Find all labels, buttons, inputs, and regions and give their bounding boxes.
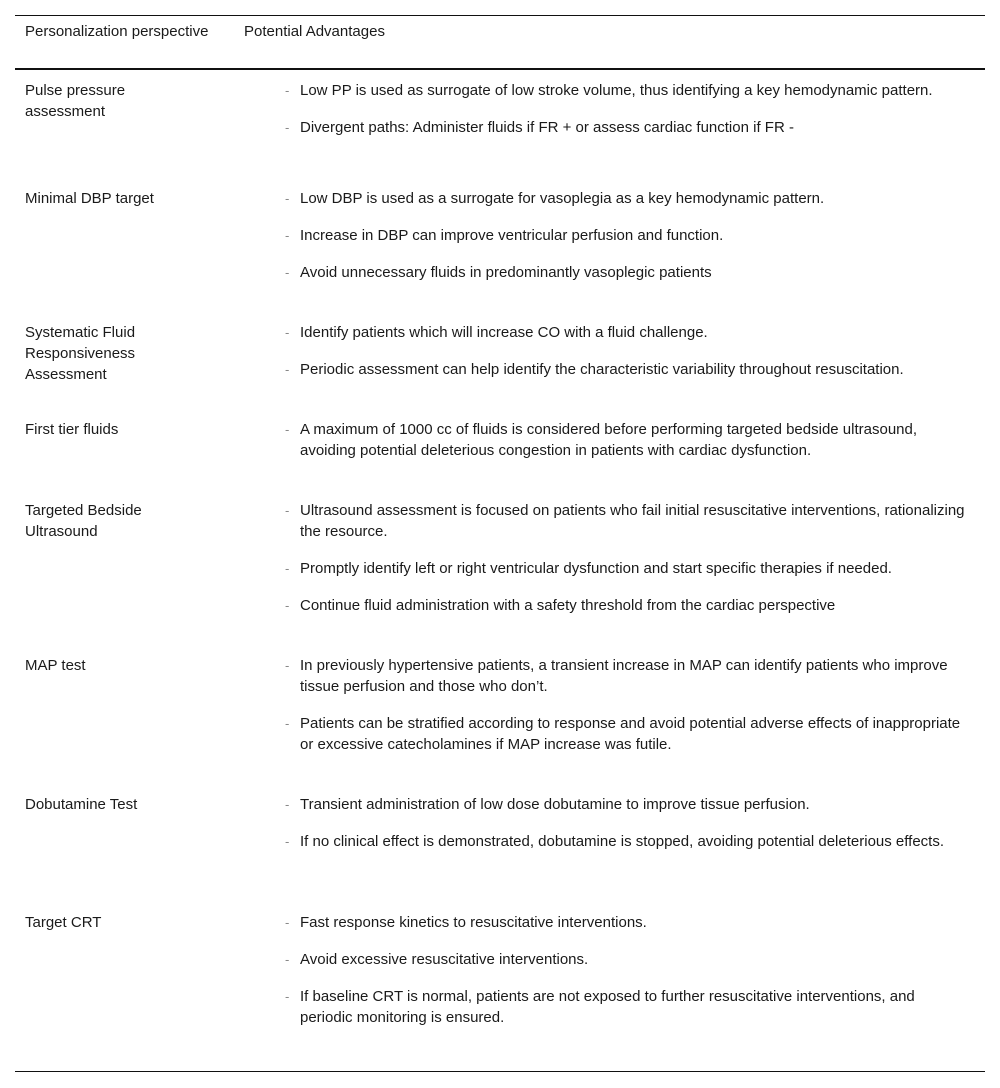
advantage-item xyxy=(285,322,985,343)
table-header-rule xyxy=(15,68,985,70)
bullet-dash-icon: - xyxy=(285,191,290,206)
bullet-dash-icon: - xyxy=(285,952,290,967)
advantage-text: Increase in DBP can improve ventricular perfusion and function. xyxy=(300,227,724,244)
table-row xyxy=(15,188,985,283)
perspective-cell xyxy=(15,419,285,461)
personalization-table xyxy=(15,15,985,1026)
bullet-dash-icon: - xyxy=(285,325,290,340)
advantages-cell xyxy=(285,322,985,385)
perspective-label: Systematic Fluid Responsiveness Assessment xyxy=(25,324,136,383)
perspective-cell xyxy=(15,655,285,755)
table-row xyxy=(15,500,985,616)
bullet-dash-icon: - xyxy=(285,797,290,812)
perspective-cell xyxy=(15,80,285,138)
advantages-cell xyxy=(285,912,985,1028)
table-row xyxy=(15,912,985,1028)
perspective-cell xyxy=(15,500,285,616)
advantage-item xyxy=(285,794,985,815)
bullet-dash-icon: - xyxy=(285,658,290,673)
advantage-text: In previously hypertensive patients, a transient increase in MAP can identify patients who improve tissue perfusion and those who don’t. xyxy=(300,657,948,695)
bullet-dash-icon: - xyxy=(285,989,290,1004)
table-row xyxy=(15,794,985,852)
advantage-text: Patients can be stratified according to response and avoid potential adverse effects of inappropriate or excessive catecholamines if MAP increase was futile. xyxy=(300,715,961,753)
bullet-dash-icon: - xyxy=(285,915,290,930)
table-row xyxy=(15,419,985,461)
bullet-dash-icon: - xyxy=(285,265,290,280)
bullet-dash-icon: - xyxy=(285,598,290,613)
advantage-text: If no clinical effect is demonstrated, dobutamine is stopped, avoiding potential deleterious effects. xyxy=(300,833,945,850)
advantage-item xyxy=(285,262,985,283)
advantage-item xyxy=(285,500,985,542)
advantage-item xyxy=(285,986,985,1028)
bullet-dash-icon: - xyxy=(285,834,290,849)
table-header xyxy=(15,16,985,68)
advantage-text: Low PP is used as surrogate of low stroke volume, thus identifying a key hemodynamic pattern. xyxy=(300,82,933,99)
advantages-cell xyxy=(285,794,985,852)
advantage-item xyxy=(285,595,985,616)
table-row xyxy=(15,655,985,755)
advantages-cell xyxy=(285,655,985,755)
advantage-text: Fast response kinetics to resuscitative interventions. xyxy=(300,914,647,931)
advantages-cell xyxy=(285,500,985,616)
advantage-text: Ultrasound assessment is focused on patients who fail initial resuscitative interventions, rationalizing the resource. xyxy=(300,502,965,540)
perspective-label: Minimal DBP target xyxy=(25,190,154,207)
bullet-dash-icon: - xyxy=(285,422,290,437)
advantage-text: If baseline CRT is normal, patients are not exposed to further resuscitative interventions, and periodic monitoring is ensured. xyxy=(300,988,915,1026)
advantage-item xyxy=(285,655,985,697)
perspective-cell xyxy=(15,322,285,385)
perspective-label: Dobutamine Test xyxy=(25,796,138,813)
advantage-item xyxy=(285,831,985,852)
advantage-text: Low DBP is used as a surrogate for vasoplegia as a key hemodynamic pattern. xyxy=(300,190,825,207)
table-bottom-rule xyxy=(15,1071,985,1072)
perspective-cell xyxy=(15,794,285,852)
perspective-cell xyxy=(15,188,285,283)
bullet-dash-icon: - xyxy=(285,120,290,135)
advantage-item xyxy=(285,359,985,380)
bullet-dash-icon: - xyxy=(285,716,290,731)
advantage-text: Transient administration of low dose dobutamine to improve tissue perfusion. xyxy=(300,796,810,813)
advantage-text: Avoid unnecessary fluids in predominantly vasoplegic patients xyxy=(300,264,712,281)
perspective-cell xyxy=(15,912,285,1028)
advantage-item xyxy=(285,80,985,101)
advantage-item xyxy=(285,117,985,138)
header-perspective: Personalization perspective xyxy=(25,23,209,40)
advantage-text: Avoid excessive resuscitative interventions. xyxy=(300,951,589,968)
perspective-label: Target CRT xyxy=(25,914,102,931)
table-row xyxy=(15,80,985,138)
advantage-item xyxy=(285,713,985,755)
advantage-text: Divergent paths: Administer fluids if FR + or assess cardiac function if FR - xyxy=(300,119,794,136)
header-advantages: Potential Advantages xyxy=(244,23,385,40)
bullet-dash-icon: - xyxy=(285,83,290,98)
advantage-item xyxy=(285,912,985,933)
perspective-label: First tier fluids xyxy=(25,421,119,438)
advantage-text: A maximum of 1000 cc of fluids is considered before performing targeted bedside ultrasound, avoiding potential deleterious congestion in patients with cardiac dysfunction. xyxy=(300,421,918,459)
table-row xyxy=(15,322,985,385)
bullet-dash-icon: - xyxy=(285,503,290,518)
advantage-text: Identify patients which will increase CO with a fluid challenge. xyxy=(300,324,708,341)
advantage-text: Continue fluid administration with a safety threshold from the cardiac perspective xyxy=(300,597,836,614)
bullet-dash-icon: - xyxy=(285,228,290,243)
bullet-dash-icon: - xyxy=(285,561,290,576)
perspective-label: MAP test xyxy=(25,657,86,674)
advantage-text: Promptly identify left or right ventricular dysfunction and start specific therapies if needed. xyxy=(300,560,892,577)
advantage-item xyxy=(285,949,985,970)
advantages-cell xyxy=(285,80,985,138)
advantage-text: Periodic assessment can help identify the characteristic variability throughout resuscitation. xyxy=(300,361,904,378)
advantage-item xyxy=(285,558,985,579)
perspective-label: Pulse pressure assessment xyxy=(25,82,126,120)
perspective-label: Targeted Bedside Ultrasound xyxy=(25,502,142,540)
advantage-item xyxy=(285,188,985,209)
bullet-dash-icon: - xyxy=(285,362,290,377)
advantage-item xyxy=(285,419,985,461)
advantages-cell xyxy=(285,419,985,461)
advantages-cell xyxy=(285,188,985,283)
advantage-item xyxy=(285,225,985,246)
